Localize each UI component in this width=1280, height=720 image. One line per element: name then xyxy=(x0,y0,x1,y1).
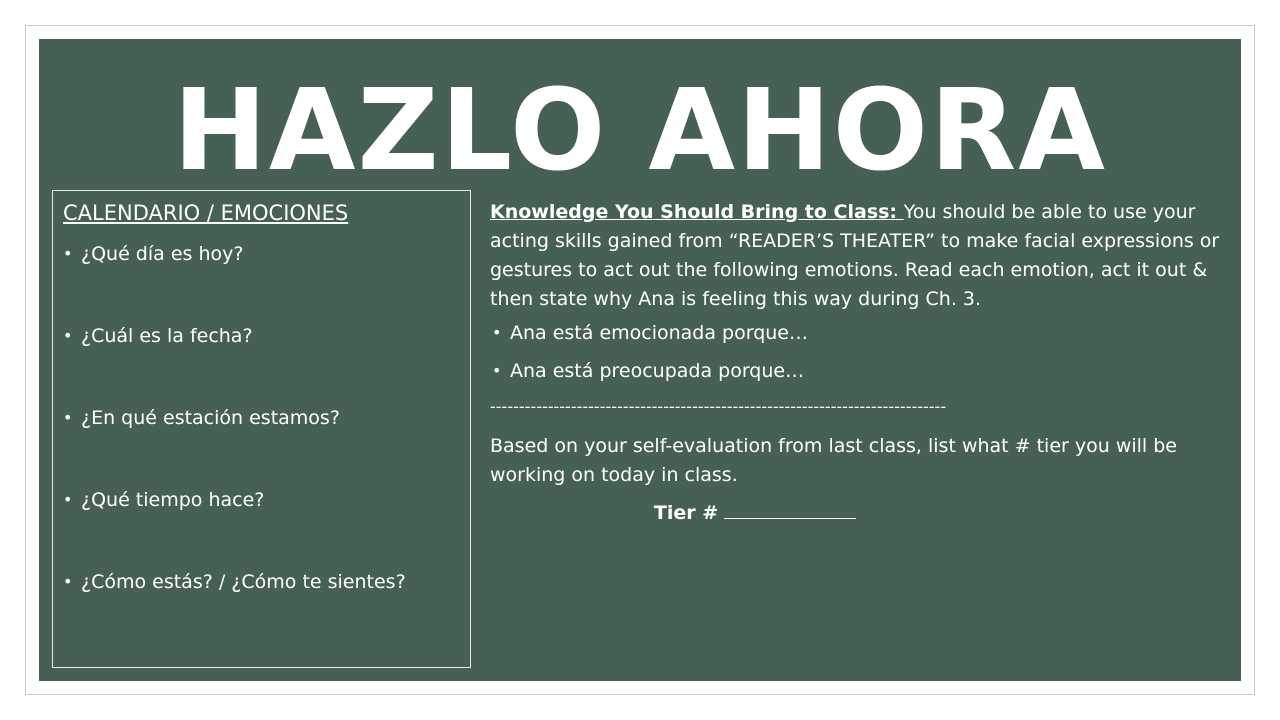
knowledge-text: You should be able to use your acting skills gained from “READER’S THEATER” to make facial expressions or gestures to act out the following emotions. Read each emotion, act it out & then state why Ana is feeling this way during Ch. 3. xyxy=(490,201,1220,310)
tier-instruction: Based on your self-evaluation from last class, list what # tier you will be working on today in class. xyxy=(490,435,1177,486)
bullet-icon: • xyxy=(492,361,502,380)
bullet-icon: • xyxy=(63,408,73,427)
tier-label: Tier # xyxy=(653,502,719,524)
tier-blank-field[interactable] xyxy=(724,500,856,519)
bullet-icon: • xyxy=(63,326,73,345)
tier-line xyxy=(490,500,1020,524)
list-item: • ¿En qué estación estamos? xyxy=(63,407,340,429)
knowledge-panel xyxy=(490,198,1230,524)
bullet-icon: • xyxy=(63,572,73,591)
bullet-icon: • xyxy=(63,244,73,263)
bullet-icon: • xyxy=(492,323,502,342)
bullet-icon: • xyxy=(63,490,73,509)
list-item: • Ana está emocionada porque… xyxy=(492,322,808,344)
dashed-divider: ------------------------------------------------------------------------------- xyxy=(490,397,947,416)
calendar-question-list xyxy=(61,241,461,595)
knowledge-intro xyxy=(490,198,1230,314)
knowledge-label: Knowledge You Should Bring to Class: xyxy=(490,201,904,223)
list-item: • Ana está preocupada porque… xyxy=(492,360,805,382)
emotion-list xyxy=(490,320,1230,384)
list-item: • ¿Cuál es la fecha? xyxy=(63,325,253,347)
slide-title: HAZLO AHORA xyxy=(173,66,1107,196)
calendar-emotions-panel xyxy=(52,190,471,668)
list-item: • ¿Qué tiempo hace? xyxy=(63,489,265,511)
calendar-emotions-heading: CALENDARIO / EMOCIONES xyxy=(63,201,349,225)
list-item: • ¿Qué día es hoy? xyxy=(63,243,244,265)
list-item: • ¿Cómo estás? / ¿Cómo te sientes? xyxy=(63,571,406,593)
